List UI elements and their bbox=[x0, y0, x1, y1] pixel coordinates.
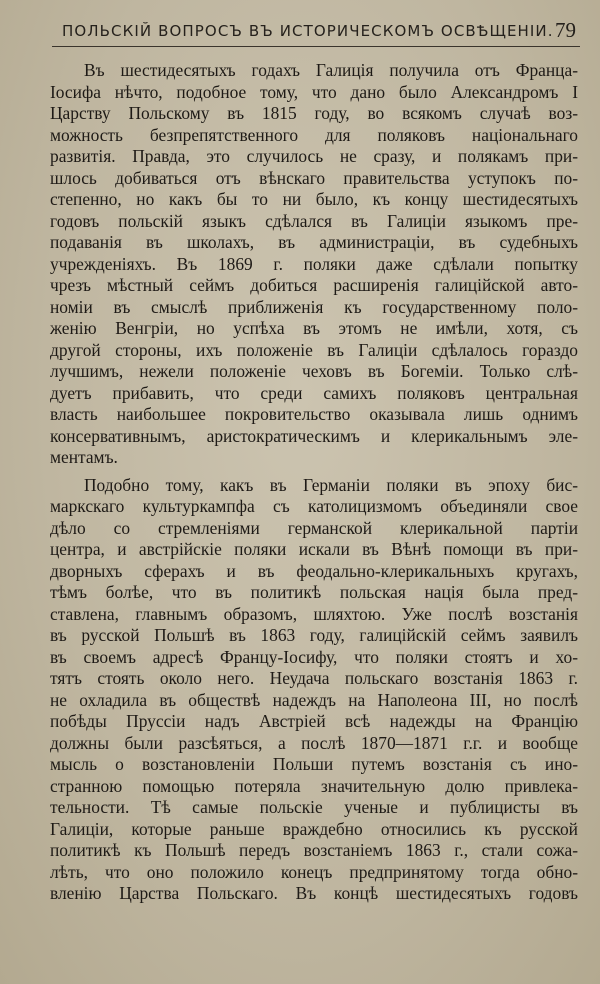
text-line: степенно, но какъ бы то ни было, къ концу шестидесятыхъ bbox=[50, 189, 578, 209]
text-line: можность безпрепятственного для поляковъ національнаго bbox=[50, 124, 578, 145]
text-line: маркскаго культуркампфа съ католицизмомъ объединяли свое bbox=[50, 496, 578, 516]
text-line: власть наибольшее покровительство оказывала лишь однимъ bbox=[50, 404, 578, 424]
paragraph-2 bbox=[50, 475, 578, 905]
page-number: 79 bbox=[555, 18, 576, 42]
text-line: мысль о возстановленіи Польши путемъ возстанія съ ино- bbox=[50, 754, 578, 774]
text-line: ставлена, главнымъ образомъ, шляхтою. Уже послѣ возстанія bbox=[50, 603, 578, 624]
text-line: подаванія въ школахъ, въ администраціи, въ судебныхъ bbox=[50, 232, 578, 252]
text-line: учрежденіяхъ. Въ 1869 г. поляки даже сдѣлали попытку bbox=[50, 253, 578, 274]
running-title: ПОЛЬСКІЙ ВОПРОСЪ ВЪ ИСТОРИЧЕСКОМЪ ОСВѢЩЕНІИ. bbox=[62, 22, 554, 40]
text-line: дѣло со стремленіями германской клерикальной партіи bbox=[50, 517, 578, 538]
text-line: въ русской Польшѣ въ 1863 году, галиційскій сеймъ заявилъ bbox=[50, 625, 578, 645]
text-line: лѣть, что оно положило конецъ предпринятому тогда обно- bbox=[50, 861, 578, 882]
text-line: Іосифа нѣчто, подобное тому, что дано было Александромъ І bbox=[50, 81, 578, 102]
text-line: другой стороны, ихъ положеніе въ Галиціи сдѣлалось гораздо bbox=[50, 339, 578, 360]
text-line: тятъ стоять около него. Неудача польскаго возстанія 1863 г. bbox=[50, 668, 578, 688]
text-line: не охладила въ обществѣ надеждъ на Наполеона III, но послѣ bbox=[50, 689, 578, 710]
text-line: дворныхъ сферахъ и въ феодально-клерикальныхъ кругахъ, bbox=[50, 560, 578, 581]
text-line: шлось добиваться отъ вѣнскаго правительства уступокъ по- bbox=[50, 167, 578, 188]
text-line: лучшимъ, нежели положеніе чеховъ въ Богеміи. Только слѣ- bbox=[50, 361, 578, 381]
text-line: центра, и австрійскіе поляки искали въ Вѣнѣ помощи въ при- bbox=[50, 539, 578, 559]
text-line: консервативнымъ, аристократическимъ и клерикальнымъ эле- bbox=[50, 425, 578, 446]
text-line: тельности. Тѣ самые польскіе ученые и публицисты въ bbox=[50, 797, 578, 817]
text-line: вленію Царства Польскаго. Въ концѣ шестидесятыхъ годовъ bbox=[50, 883, 578, 903]
text-line: въ своемъ адресѣ Францу-Іосифу, что поляки стоятъ и хо- bbox=[50, 646, 578, 667]
paragraph-1 bbox=[50, 60, 578, 469]
text-line: Подобно тому, какъ въ Германіи поляки въ эпоху бис- bbox=[84, 474, 578, 495]
header-rule bbox=[52, 46, 580, 47]
text-line: женію Венгріи, но успѣха въ этомъ не имѣли, хотя, съ bbox=[50, 318, 578, 338]
text-line: годовъ польскій языкъ сдѣлался въ Галиціи языкомъ пре- bbox=[50, 210, 578, 231]
text-line: политикѣ къ Польшѣ передъ возстаніемъ 1863 г., стали сожа- bbox=[50, 840, 578, 860]
text-line: побѣды Пруссіи надъ Австріей всѣ надежды на Францію bbox=[50, 711, 578, 731]
text-line: должны были разсѣяться, а послѣ 1870—1871 г.г. и вообще bbox=[50, 732, 578, 753]
text-line: развитія. Правда, это случилось не сразу, и полякамъ при- bbox=[50, 146, 578, 166]
text-line: Галиціи, которые раньше враждебно относились къ русской bbox=[50, 818, 578, 839]
text-line: дуетъ прибавить, что среди самихъ поляковъ центральная bbox=[50, 382, 578, 403]
text-line: Въ шестидесятыхъ годахъ Галиція получила отъ Франца- bbox=[84, 60, 578, 80]
text-line: ментамъ. bbox=[50, 447, 118, 467]
text-line: странною помощью потеряла значительную долю привлека- bbox=[50, 775, 578, 796]
body-text bbox=[50, 60, 578, 905]
text-line: тѣмъ болѣе, что въ политикѣ польская нація была пред- bbox=[50, 582, 578, 602]
text-line: Царству Польскому въ 1815 году, во всякомъ случаѣ воз- bbox=[50, 103, 578, 123]
text-line: номіи въ смыслѣ приближенія къ государственному поло- bbox=[50, 296, 578, 317]
text-line: чрезъ мѣстный сеймъ добиться расширенія галиційской авто- bbox=[50, 275, 578, 295]
